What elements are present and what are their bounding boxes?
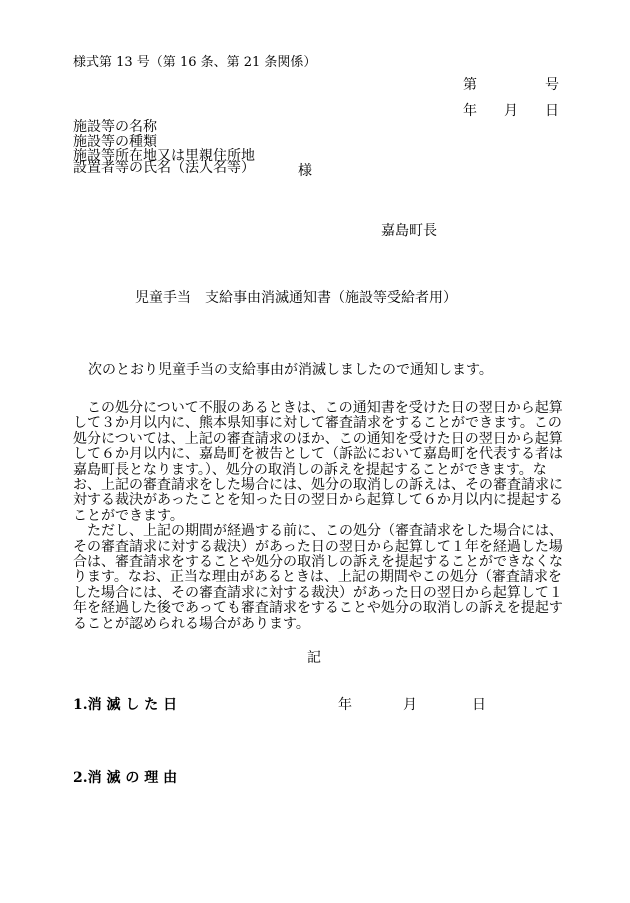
appeal-notice-paragraph: この処分について不服のあるときは、この通知書を受けた日の翌日から起算して３か月以内に、熊本県知事に対して審査請求をすることができます。この処分については、上記の審査請求のほか、この通知を受けた日の翌日から起算して６か月以内に、嘉島町を被告として（訴訟において嘉島町を代表する者は嘉島町長となります。）、処分の取消しの訴えを提起することができます。なお、上記の審査請求をした場合には、処分の取消しの訴えは、その審査請求に対する裁決があったことを知った日の翌日から起算して６か月以内に提起することができます。 — [73, 400, 563, 524]
cessation-reason-label: 2.消 滅 の 理 由 — [73, 770, 178, 786]
issue-year-label: 年 — [463, 103, 477, 119]
honorific-sama: 様 — [298, 163, 312, 179]
facility-name-label: 施設等の名称 — [73, 119, 157, 135]
document-title: 児童手当 支給事由消滅通知書（施設等受給者用） — [135, 290, 457, 306]
ki-heading: 記 — [307, 650, 321, 666]
cessation-year-label: 年 — [338, 697, 352, 713]
facility-address-label: 施設等所在地又は里親住所地 — [73, 148, 255, 164]
facility-type-label: 施設等の種類 — [73, 134, 157, 150]
cessation-date-label: 1.消 滅 し た 日 — [73, 697, 178, 713]
issue-day-label: 日 — [545, 103, 559, 119]
doc-number-go: 号 — [545, 77, 559, 93]
cessation-month-label: 月 — [403, 697, 417, 713]
lead-text: 次のとおり児童手当の支給事由が消滅しましたので通知します。 — [88, 362, 493, 378]
issuer-name: 嘉島町長 — [381, 223, 437, 239]
form-number: 様式第 13 号（第 16 条、第 21 条関係） — [73, 55, 317, 70]
appeal-notice-paragraph: ただし、上記の期間が経過する前に、この処分（審査請求をした場合には、その審査請求に対する裁決）があった日の翌日から起算して１年を経過した場合は、審査請求をすることや処分の取消しの訴えを提起することができなくなります。なお、正当な理由があるときは、上記の期間やこの処分（審査請求をした場合には、その審査請求に対する裁決）があった日の翌日から起算して１年を経過した後であっても審査請求をすることや処分の取消しの訴えを提起することが認められる場合があります。 — [73, 523, 563, 632]
appeal-notice — [73, 401, 563, 632]
issue-month-label: 月 — [504, 103, 518, 119]
founder-name-label: 設置者等の氏名（法人名等） — [73, 160, 255, 176]
doc-number-dai: 第 — [463, 77, 477, 93]
cessation-day-label: 日 — [472, 697, 486, 713]
